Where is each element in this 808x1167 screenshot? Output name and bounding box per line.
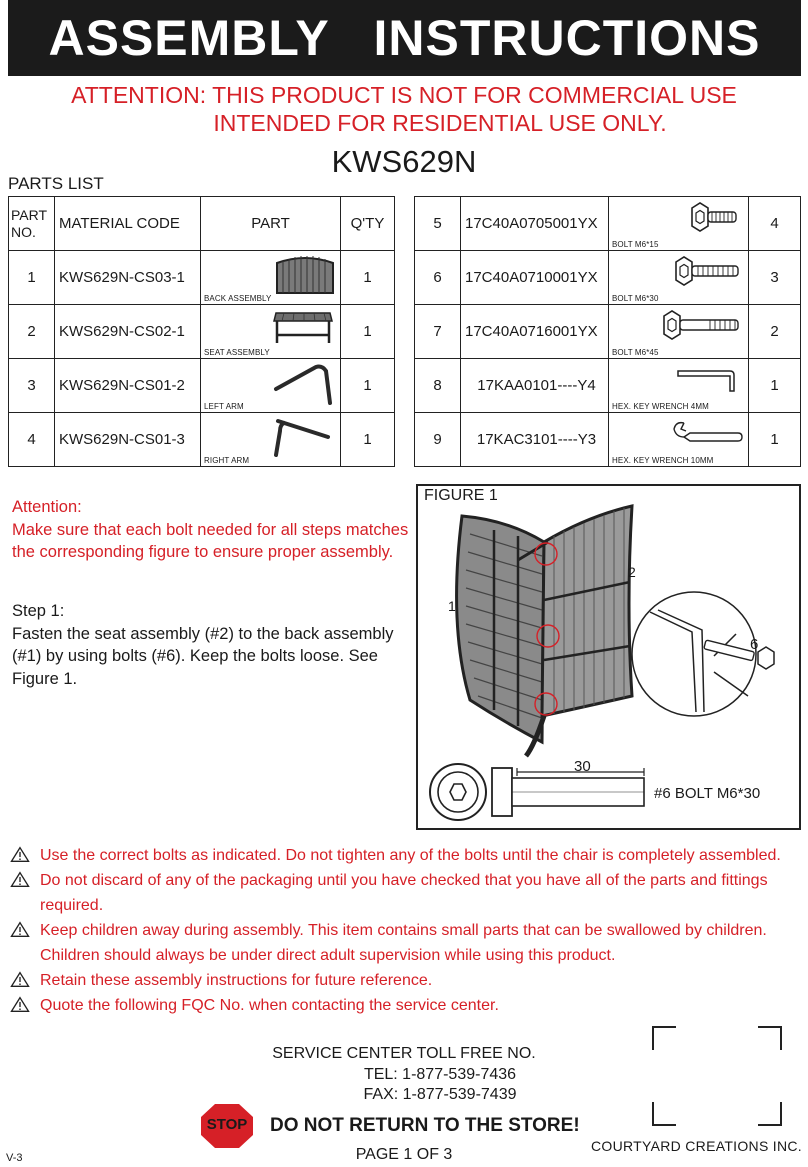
- back-assembly-image: [274, 253, 336, 297]
- table-row: [9, 251, 395, 305]
- step-1: [12, 600, 410, 690]
- document-title: ASSEMBLY INSTRUCTIONS: [8, 0, 801, 76]
- company-name: COURTYARD CREATIONS INC.: [591, 1138, 802, 1154]
- warning-icon: [8, 843, 32, 863]
- material-code: 17C40A0710001YX: [461, 251, 609, 305]
- bolt-m6-45-icon: [654, 307, 744, 343]
- material-code: 17C40A0705001YX: [461, 197, 609, 251]
- figure-label-2: 2: [628, 564, 636, 580]
- table-row: [415, 359, 801, 413]
- parts-table-header: [9, 197, 395, 251]
- warning-icon: [8, 868, 32, 888]
- seat-assembly-image: [270, 307, 336, 347]
- material-code-header: MATERIAL CODE: [55, 197, 201, 251]
- residential-use-notice: INTENDED FOR RESIDENTIAL USE ONLY.: [213, 110, 667, 136]
- attention-title: Attention:: [12, 498, 82, 516]
- service-center-title: SERVICE CENTER TOLL FREE NO.: [272, 1045, 536, 1062]
- part-cell: [201, 251, 341, 305]
- warning-icon: [8, 968, 32, 988]
- material-code: 17KAA0101----Y4: [461, 359, 609, 413]
- part-no: 6: [415, 251, 461, 305]
- service-tel: TEL: 1-877-539-7436: [363, 1066, 517, 1083]
- part-no: 2: [9, 305, 55, 359]
- table-row: [415, 197, 801, 251]
- part-qty: 1: [341, 359, 395, 413]
- attention-note: [12, 496, 410, 564]
- stop-notice: [200, 1104, 580, 1148]
- part-cell: [201, 359, 341, 413]
- part-cell: [609, 305, 749, 359]
- list-item: [8, 993, 798, 1018]
- parts-table-right: [414, 196, 801, 467]
- part-qty: 1: [341, 413, 395, 467]
- commercial-use-notice: ATTENTION: THIS PRODUCT IS NOT FOR COMMERCIAL USE: [71, 82, 737, 108]
- warning-text: Use the correct bolts as indicated. Do not tighten any of the bolts until the chair is completely assembled.: [40, 847, 781, 864]
- bolt-dimension: 30: [574, 758, 591, 775]
- table-row: [9, 305, 395, 359]
- part-cell: [609, 197, 749, 251]
- page-number: PAGE 1 OF 3: [355, 1146, 453, 1163]
- part-no: 5: [415, 197, 461, 251]
- parts-list-label: PARTS LIST: [8, 174, 104, 193]
- table-row: [9, 413, 395, 467]
- part-no-header: PART NO.: [9, 197, 55, 251]
- part-name: LEFT ARM: [204, 402, 244, 411]
- material-code: KWS629N-CS03-1: [55, 251, 201, 305]
- part-cell: [609, 251, 749, 305]
- part-name: BACK ASSEMBLY: [204, 294, 272, 303]
- part-no: 8: [415, 359, 461, 413]
- table-row: [415, 413, 801, 467]
- part-name: BOLT M6*15: [612, 240, 659, 249]
- stop-sign-label: STOP: [206, 1116, 248, 1133]
- part-header: PART: [201, 197, 341, 251]
- table-row: [415, 251, 801, 305]
- part-name: SEAT ASSEMBLY: [204, 348, 270, 357]
- bolt-m6-15-icon: [654, 199, 744, 235]
- figure-label-6: 6: [750, 636, 759, 653]
- part-cell: [201, 305, 341, 359]
- table-row: [9, 359, 395, 413]
- wrench-10mm-icon: [654, 415, 744, 451]
- table-row: [415, 305, 801, 359]
- part-qty: 1: [341, 251, 395, 305]
- step-title: Step 1:: [12, 602, 65, 620]
- attention-body: Make sure that each bolt needed for all steps matches the corresponding figure to ensure proper assembly.: [12, 520, 409, 561]
- model-number: KWS629N: [331, 144, 477, 179]
- list-item: [8, 868, 798, 918]
- part-no: 3: [9, 359, 55, 413]
- part-cell: [609, 413, 749, 467]
- part-no: 4: [9, 413, 55, 467]
- material-code: 17KAC3101----Y3: [461, 413, 609, 467]
- part-name: HEX. KEY WRENCH 10MM: [612, 456, 714, 465]
- service-fax: FAX: 1-877-539-7439: [363, 1086, 517, 1103]
- figure-label-1: 1: [448, 598, 456, 614]
- hex-key-4mm-icon: [654, 361, 744, 397]
- list-item: [8, 918, 798, 968]
- figure-1-illustration: [418, 486, 799, 828]
- do-not-return: DO NOT RETURN TO THE STORE!: [270, 1115, 580, 1136]
- step-body: Fasten the seat assembly (#2) to the back assembly (#1) by using bolts (#6). Keep the bolts loose. See Figure 1.: [12, 624, 394, 688]
- warning-icon: [8, 993, 32, 1013]
- parts-table-left: [8, 196, 395, 467]
- part-qty: 3: [749, 251, 801, 305]
- warning-text: Retain these assembly instructions for future reference.: [40, 972, 433, 989]
- bolt-label: #6 BOLT M6*30: [654, 785, 761, 802]
- warning-icon: [8, 918, 32, 938]
- part-cell: [201, 413, 341, 467]
- part-no: 1: [9, 251, 55, 305]
- fqc-box-corner: [758, 1102, 782, 1126]
- part-name: BOLT M6*30: [612, 294, 659, 303]
- right-arm-image: [270, 415, 336, 459]
- part-qty: 4: [749, 197, 801, 251]
- warning-list: [8, 843, 798, 1018]
- part-no: 7: [415, 305, 461, 359]
- left-arm-image: [270, 361, 336, 405]
- part-qty: 1: [749, 359, 801, 413]
- material-code: KWS629N-CS02-1: [55, 305, 201, 359]
- warning-text: Quote the following FQC No. when contacting the service center.: [40, 997, 499, 1014]
- material-code: 17C40A0716001YX: [461, 305, 609, 359]
- part-name: BOLT M6*45: [612, 348, 659, 357]
- part-qty: 1: [749, 413, 801, 467]
- warning-text: Do not discard of any of the packaging until you have checked that you have all of the parts and fittings required.: [40, 872, 768, 914]
- part-qty: 1: [341, 305, 395, 359]
- part-qty: 2: [749, 305, 801, 359]
- material-code: KWS629N-CS01-3: [55, 413, 201, 467]
- version-label: V-3: [6, 1152, 23, 1164]
- fqc-box-corner: [652, 1102, 676, 1126]
- material-code: KWS629N-CS01-2: [55, 359, 201, 413]
- list-item: [8, 968, 798, 993]
- bolt-m6-30-icon: [654, 253, 744, 289]
- qty-header: Q'TY: [341, 197, 395, 251]
- list-item: [8, 843, 798, 868]
- part-name: RIGHT ARM: [204, 456, 250, 465]
- part-no: 9: [415, 413, 461, 467]
- part-name: HEX. KEY WRENCH 4MM: [612, 402, 709, 411]
- figure-title: FIGURE 1: [424, 487, 498, 504]
- part-cell: [609, 359, 749, 413]
- stop-sign-icon: [200, 1103, 254, 1149]
- warning-text: Keep children away during assembly. This item contains small parts that can be swallowed by children. Children should always be under direct adult supervision while using this product.: [40, 922, 767, 964]
